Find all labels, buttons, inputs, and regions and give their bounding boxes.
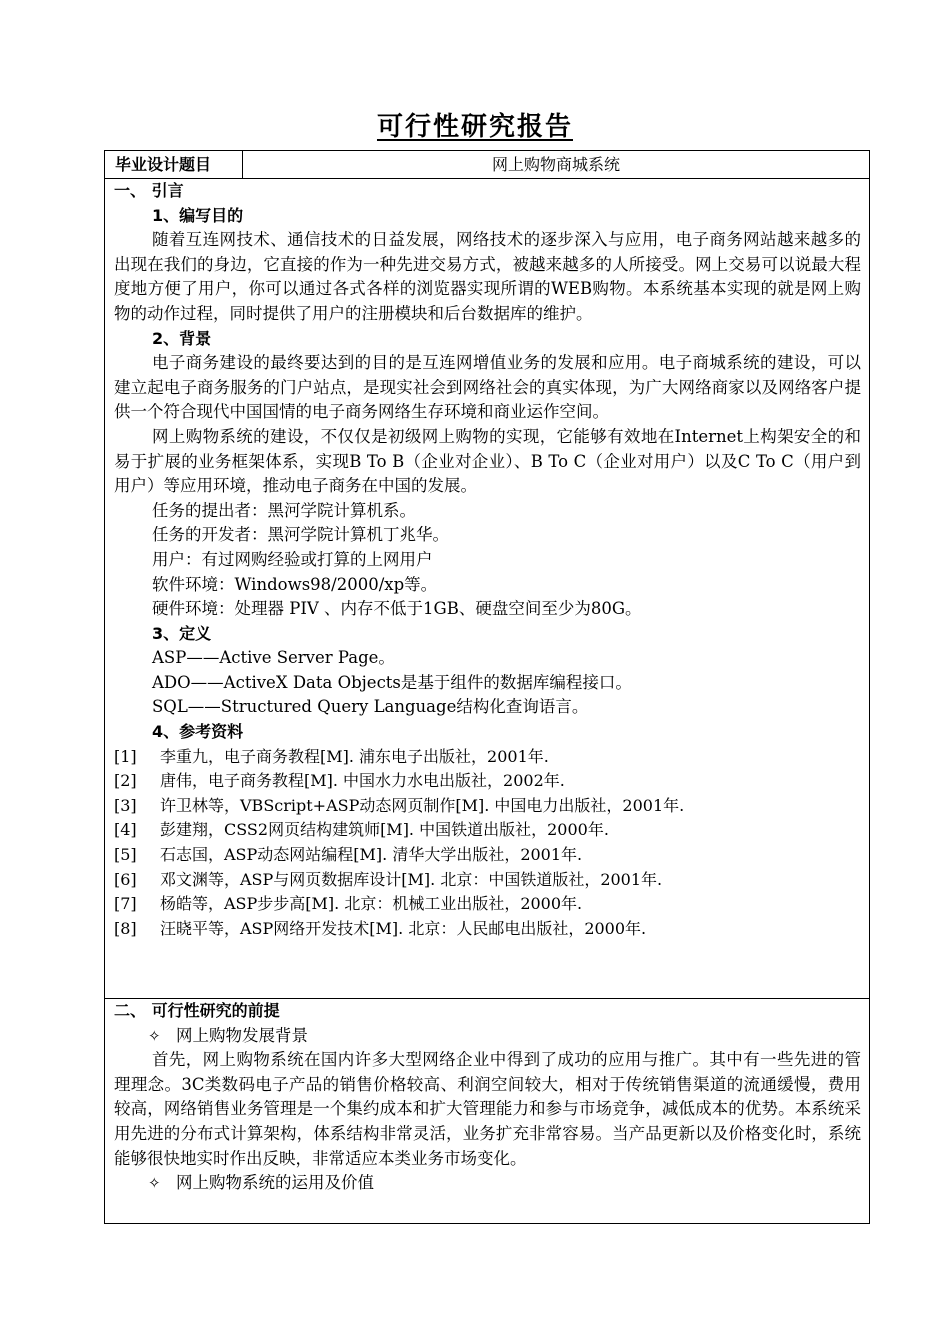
reference-number: [5] [114,845,137,865]
document-title: 可行性研究报告 [376,112,573,142]
purpose-paragraph: 随着互连网技术、通信技术的日益发展，网络技术的逐步深入与应用，电子商务网站越来越多的出现在我们的身边，它直接的作为一种先进交易方式，被越来越多的人所接受。网上交易可以说最大程度地方便了用户，你可以通过各式各样的浏览器实现所谓的WEB购物。本系统基本实现的就是网上购物的动作过程，同时提供了用户的注册模块和后台数据库的维护。 [114,230,861,323]
reference-number: [6] [114,869,137,889]
topic-label: 毕业设计题目 [105,151,243,178]
definition-item: SQL——Structured Query Language结构化查询语言。 [152,697,589,717]
background-item: 任务的提出者：黑河学院计算机系。 [152,500,416,520]
background-paragraph-1: 电子商务建设的最终要达到的目的是互连网增值业务的发展和应用。电子商城系统的建设，可以建立起电子商务服务的门户站点，是现实社会到网络社会的真实体现，为广大网络商家以及网络客户提供一个符合现代中国国情的电子商务网络生存环境和商业运作空间。 [114,353,861,422]
reference-number: [4] [114,820,137,840]
reference-item [114,745,861,770]
background-item: 任务的开发者：黑河学院计算机丁兆华。 [152,525,449,545]
reference-item [114,843,861,868]
reference-text: 石志国，ASP动态网站编程[M]. 清华大学出版社，2001年. [160,845,583,865]
definition-item: ASP——Active Server Page。 [152,648,395,668]
section-introduction [105,179,869,999]
reference-item [114,818,861,843]
reference-number: [7] [114,894,137,914]
reference-text: 汪晓平等，ASP网络开发技术[M]. 北京：人民邮电出版社，2000年. [160,918,647,938]
background-item: 用户：有过网购经验或打算的上网用户 [152,549,433,569]
topic-value: 网上购物商城系统 [491,155,620,174]
subsection-heading-purpose: 1、编写目的 [152,205,244,225]
diamond-bullet-icon: ✧ [148,1174,161,1193]
diamond-bullet-icon: ✧ [148,1026,161,1045]
premise-paragraph: 首先，网上购物系统在国内许多大型网络企业中得到了成功的应用与推广。其中有一些先进的管理理念。3C类数码电子产品的销售价格较高、利润空间较大，相对于传统销售渠道的流通缓慢，费用较高，网络销售业务管理是一个集约成本和扩大管理能力和参与市场竞争，减低成本的优势。本系统采用先进的分布式计算架构，体系结构非常灵活，业务扩充非常容易。当产品更新以及价格变化时，系统能够很快地实时作出反映，非常适应本类业务市场变化。 [114,1050,861,1168]
reference-number: [1] [114,746,137,766]
reference-text: 许卫林等，VBScript+ASP动态网页制作[M]. 中国电力出版社，2001年. [160,795,685,815]
bullet-item [114,1024,861,1049]
reference-text: 彭建翔，CSS2网页结构建筑师[M]. 中国铁道出版社，2000年. [160,820,609,840]
subsection-heading-background: 2、背景 [152,328,212,348]
reference-item [114,868,861,893]
section-heading: 二、 可行性研究的前提 [114,1001,280,1020]
reference-item [114,917,861,942]
reference-text: 李重九，电子商务教程[M]. 浦东电子出版社，2001年. [160,746,549,766]
reference-item [114,892,861,917]
definition-item: ADO——ActiveX Data Objects是基于组件的数据库编程接口。 [152,672,632,692]
topic-row [105,151,869,179]
bullet-item [114,1171,861,1196]
reference-number: [8] [114,918,137,938]
reference-number: [3] [114,795,137,815]
section-heading: 一、 引言 [114,181,184,200]
reference-item [114,794,861,819]
reference-item [114,769,861,794]
background-item: 硬件环境：处理器 PIV 、内存不低于1GB、硬盘空间至少为80G。 [152,599,642,619]
reference-text: 邓文渊等，ASP与网页数据库设计[M]. 北京：中国铁道版社，2001年. [160,869,663,889]
report-table [104,150,870,1224]
background-paragraph-2: 网上购物系统的建设，不仅仅是初级网上购物的实现，它能够有效地在Internet上构架安全的和易于扩展的业务框架体系，实现B To B（企业对企业）、B To C（企业对用户）以及C To C（用户到用户）等应用环境，推动电子商务在中国的发展。 [114,426,861,496]
subsection-heading-references: 4、参考资料 [152,722,244,742]
reference-text: 杨皓等，ASP步步高[M]. 北京：机械工业出版社，2000年. [160,894,583,914]
bullet-text: 网上购物系统的运用及价值 [176,1173,374,1193]
subsection-heading-definitions: 3、定义 [152,623,212,643]
bullet-text: 网上购物发展背景 [176,1025,308,1045]
reference-number: [2] [114,771,137,791]
reference-text: 唐伟，电子商务教程[M]. 中国水力水电出版社，2002年. [160,771,565,791]
section-feasibility-premise [105,999,869,1196]
background-item: 软件环境：Windows98/2000/xp等。 [152,574,438,594]
